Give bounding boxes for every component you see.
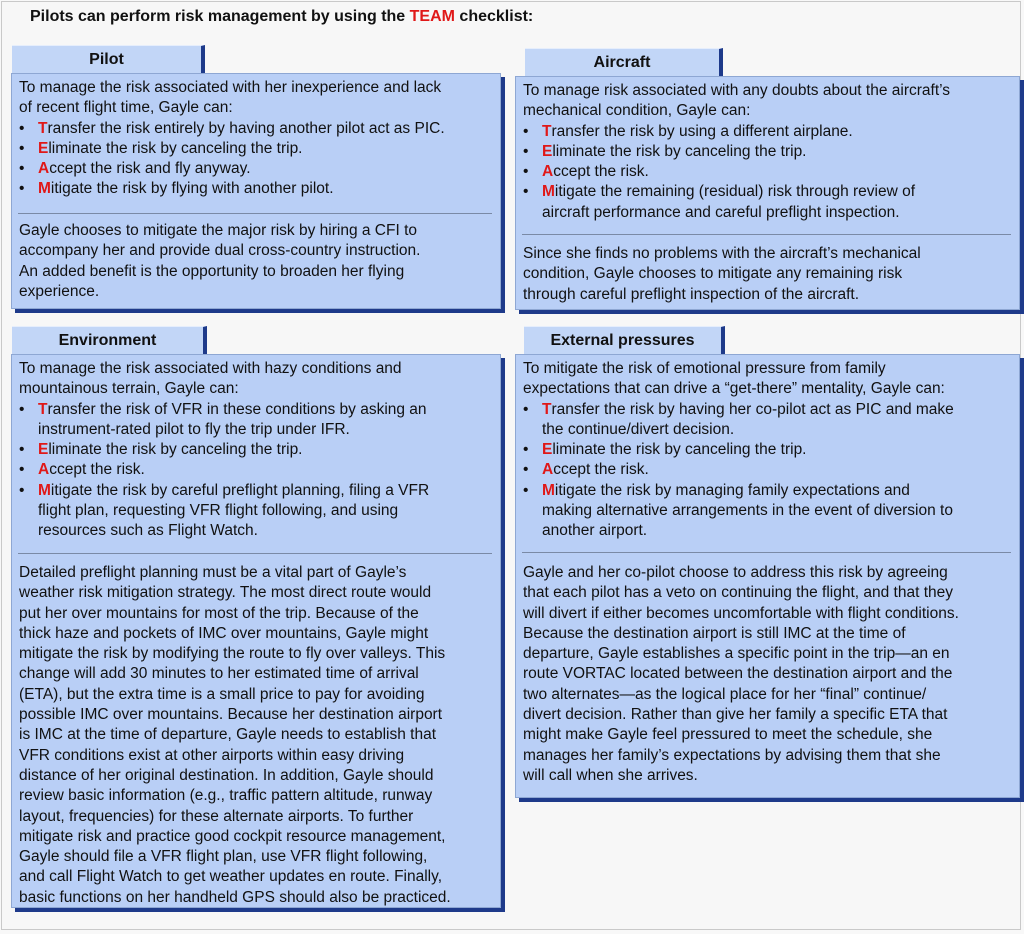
intro-line: To manage the risk associated with her inexperience and lack xyxy=(19,79,442,96)
team-item-t xyxy=(19,400,429,441)
environment-summary xyxy=(19,563,451,908)
team-item-t xyxy=(523,122,950,142)
pilot-title: Pilot xyxy=(89,51,124,68)
team-item-text: ransfer the risk entirely by having another pilot act as PIC. xyxy=(47,119,445,137)
summary-line: that each pilot has a veto on continuing the flight, and that they xyxy=(523,584,953,602)
team-item-e xyxy=(523,142,950,162)
summary-line: An added benefit is the opportunity to broaden her flying xyxy=(19,262,405,280)
team-letter: E xyxy=(38,441,49,459)
team-list xyxy=(19,400,429,542)
team-item-text: the continue/divert decision. xyxy=(542,420,735,438)
panel-pilot xyxy=(11,73,501,309)
heading-prefix: Pilots can perform risk management by using the xyxy=(30,8,410,25)
intro-line: To manage the risk associated with hazy conditions and xyxy=(19,360,402,377)
team-item-a xyxy=(523,162,950,182)
panel-environment xyxy=(11,354,501,908)
team-item-m xyxy=(523,481,954,542)
intro-line: of recent flight time, Gayle can: xyxy=(19,99,233,117)
team-letter: M xyxy=(542,481,555,499)
aircraft-divider xyxy=(522,234,1011,235)
summary-line: basic functions on her handheld GPS should also be practiced. xyxy=(19,888,451,906)
team-item-a xyxy=(523,460,954,480)
team-item-t xyxy=(19,119,445,139)
team-item-text: flight plan, requesting VFR flight following, and using xyxy=(38,502,399,520)
team-item-text: liminate the risk by canceling the trip. xyxy=(48,441,303,459)
team-item-text: resources such as Flight Watch. xyxy=(38,522,258,540)
team-item-text: ccept the risk. xyxy=(553,163,649,181)
summary-line: Gayle chooses to mitigate the major risk by hiring a CFI to xyxy=(19,222,417,239)
summary-line: weather risk mitigation strategy. The most direct route would xyxy=(19,584,432,602)
team-list xyxy=(523,400,954,542)
team-letter: A xyxy=(542,461,554,479)
environment-intro xyxy=(19,359,429,542)
team-item-text: liminate the risk by canceling the trip. xyxy=(552,441,807,459)
team-item-text: another airport. xyxy=(542,522,648,540)
intro-line: To mitigate the risk of emotional pressure from family xyxy=(523,360,886,377)
intro-line: mechanical condition, Gayle can: xyxy=(523,102,751,120)
team-letter: E xyxy=(542,441,553,459)
summary-line: review basic information (e.g., traffic pattern altitude, runway xyxy=(19,787,433,805)
summary-line: Since she finds no problems with the aircraft’s mechanical xyxy=(523,245,921,262)
summary-line: mitigate risk and practice good cockpit resource management, xyxy=(19,827,446,845)
panel-aircraft xyxy=(515,76,1020,310)
summary-line: mitigate the risk by modifying the route to fly over valleys. This xyxy=(19,645,446,663)
summary-line: put her over mountains for most of the trip. Because of the xyxy=(19,604,419,622)
summary-line: Gayle should file a VFR flight plan, use VFR flight following, xyxy=(19,848,428,866)
summary-line: layout, frequencies) for these alternate airports. To further xyxy=(19,807,414,825)
summary-line: through careful preflight inspection of the aircraft. xyxy=(523,285,860,303)
tab-aircraft xyxy=(525,48,723,76)
summary-line: and call Flight Watch to get weather updates en route. Finally, xyxy=(19,868,443,886)
team-item-m xyxy=(523,182,950,223)
team-letter: E xyxy=(542,142,553,160)
pilot-summary xyxy=(19,221,420,302)
summary-line: thick haze and pockets of IMC over mountains, Gayle might xyxy=(19,624,429,642)
environment-divider xyxy=(18,553,492,554)
team-item-text: ransfer the risk by using a different airplane. xyxy=(551,122,853,140)
summary-line: change will add 30 minutes to her estimated time of arrival xyxy=(19,665,419,683)
tab-external-pressures xyxy=(524,326,725,354)
summary-line: experience. xyxy=(19,282,100,300)
summary-line: accompany her and provide dual cross-country instruction. xyxy=(19,242,421,260)
team-letter: M xyxy=(542,183,555,201)
intro-line: To manage risk associated with any doubts about the aircraft’s xyxy=(523,82,951,99)
team-item-text: making alternative arrangements in the event of diversion to xyxy=(542,502,953,520)
aircraft-summary xyxy=(523,244,921,305)
team-item-m xyxy=(19,179,445,199)
team-item-e xyxy=(19,139,445,159)
aircraft-title: Aircraft xyxy=(593,54,651,71)
environment-title: Environment xyxy=(58,332,157,349)
summary-line: Detailed preflight planning must be a vital part of Gayle’s xyxy=(19,564,407,581)
team-list xyxy=(19,119,445,200)
team-item-t xyxy=(523,400,954,441)
team-item-text: instrument-rated pilot to fly the trip under IFR. xyxy=(38,420,350,438)
team-letter: A xyxy=(38,160,50,178)
team-item-text: liminate the risk by canceling the trip. xyxy=(48,139,303,157)
team-letter: T xyxy=(38,400,48,418)
team-letter: T xyxy=(38,119,48,137)
summary-line: route VORTAC located between the destination airport and the xyxy=(523,665,953,683)
team-letter: M xyxy=(38,180,51,198)
pilot-intro xyxy=(19,78,445,200)
summary-line: Gayle and her co-pilot choose to address this risk by agreeing xyxy=(523,564,948,581)
heading-suffix: checklist: xyxy=(454,8,534,25)
summary-line: is IMC at the time of departure, Gayle needs to establish that xyxy=(19,726,436,744)
team-item-e xyxy=(19,440,429,460)
aircraft-intro xyxy=(523,81,950,223)
panel-external-pressures xyxy=(515,354,1020,798)
tab-environment xyxy=(12,326,207,354)
team-letter: T xyxy=(542,122,552,140)
summary-line: divert decision. Rather than give her family a specific ETA that xyxy=(523,706,948,724)
summary-line: (ETA), but the extra time is a small price to pay for avoiding xyxy=(19,685,425,703)
summary-line: will divert if either becomes uncomfortable with flight conditions. xyxy=(523,604,959,622)
external-title: External pressures xyxy=(550,332,695,349)
team-item-a xyxy=(19,159,445,179)
team-letter: A xyxy=(542,163,554,181)
summary-line: distance of her original destination. In addition, Gayle should xyxy=(19,766,434,784)
team-letter: T xyxy=(542,400,552,418)
summary-line: might make Gayle feel pressured to meet the schedule, she xyxy=(523,726,933,744)
intro-line: mountainous terrain, Gayle can: xyxy=(19,380,239,398)
team-letter: M xyxy=(38,481,51,499)
summary-line: will call when she arrives. xyxy=(523,766,698,784)
team-item-text: itigate the risk by careful preflight planning, filing a VFR xyxy=(50,481,430,499)
team-item-e xyxy=(523,440,954,460)
team-item-text: itigate the remaining (residual) risk through review of xyxy=(554,183,916,201)
team-item-text: liminate the risk by canceling the trip. xyxy=(552,142,807,160)
external-intro xyxy=(523,359,954,542)
external-divider xyxy=(522,552,1011,553)
figure-heading xyxy=(30,8,533,26)
team-item-text: aircraft performance and careful preflight inspection. xyxy=(542,203,900,221)
team-item-a xyxy=(19,460,429,480)
summary-line: Because the destination airport is still IMC at the time of xyxy=(523,624,906,642)
summary-line: departure, Gayle establishes a specific point in the trip—an en xyxy=(523,645,950,663)
summary-line: possible IMC over mountains. Because her destination airport xyxy=(19,706,443,724)
pilot-divider xyxy=(18,213,492,214)
team-item-text: itigate the risk by managing family expectations and xyxy=(554,481,910,499)
team-letter: A xyxy=(38,461,50,479)
team-item-text: ransfer the risk of VFR in these conditions by asking an xyxy=(47,400,427,418)
team-item-text: itigate the risk by flying with another pilot. xyxy=(50,180,334,198)
external-summary xyxy=(523,563,959,786)
summary-line: two alternates—as the logical place for her “final” continue/ xyxy=(523,685,927,703)
team-item-m xyxy=(19,481,429,542)
intro-line: expectations that can drive a “get-there” mentality, Gayle can: xyxy=(523,380,945,398)
heading-accent: TEAM xyxy=(409,8,455,25)
team-item-text: ccept the risk and fly anyway. xyxy=(49,160,251,178)
team-letter: E xyxy=(38,139,49,157)
summary-line: VFR conditions exist at other airports within easy driving xyxy=(19,746,405,764)
team-item-text: ccept the risk. xyxy=(553,461,649,479)
team-item-text: ransfer the risk by having her co-pilot act as PIC and make xyxy=(551,400,954,418)
team-list xyxy=(523,122,950,223)
summary-line: condition, Gayle chooses to mitigate any remaining risk xyxy=(523,265,903,283)
tab-pilot xyxy=(12,45,205,73)
summary-line: manages her family’s expectations by advising them that she xyxy=(523,746,941,764)
team-item-text: ccept the risk. xyxy=(49,461,145,479)
